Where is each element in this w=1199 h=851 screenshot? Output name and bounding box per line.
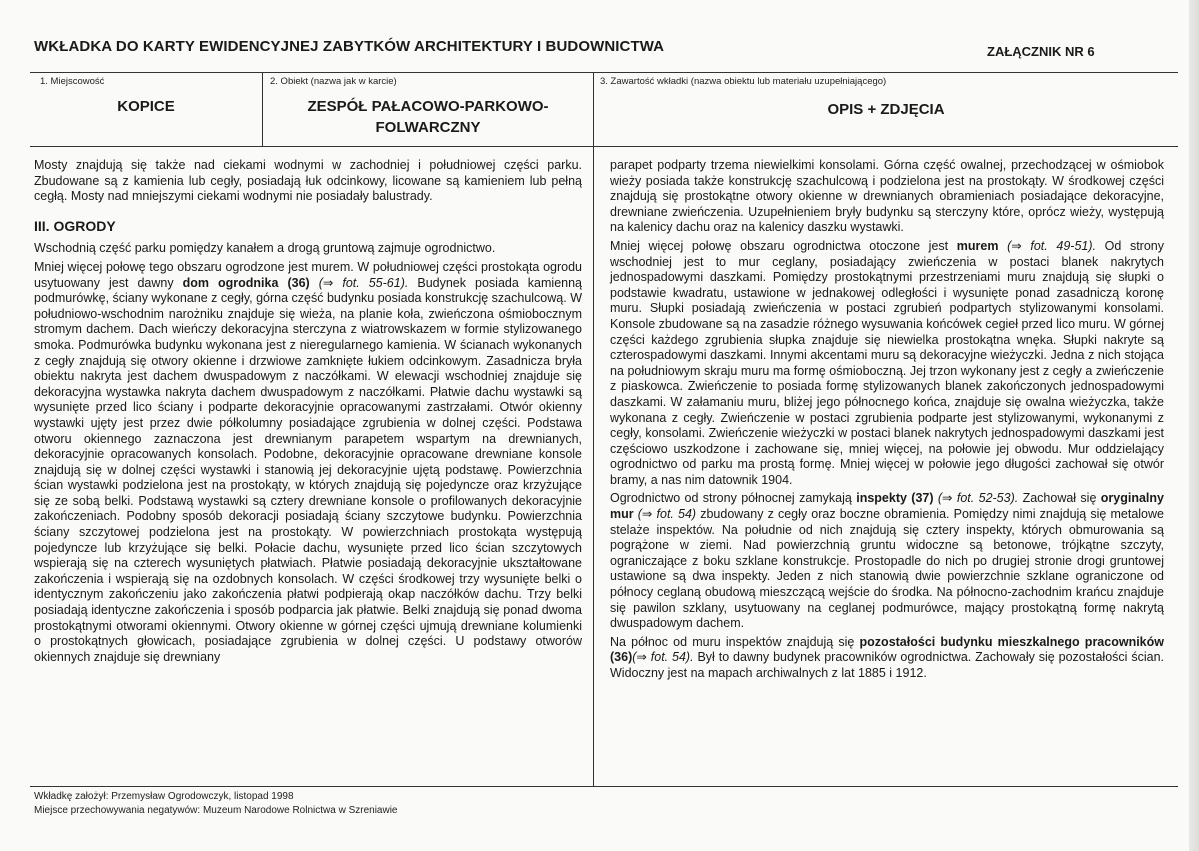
text-run: Budynek posiada kamienną podmurówkę, ściany wykonane z cegły, górna część budynku posiada konstrukcję szachulcową. W południowo-wschodnim narożniku znajduje się wieża, na planie koła, zwieńczona ośmiobocznym stromym dachem. Dach wieńczy dekoracyjna sterczyna z wiatrowskazem w formie stylizowanego smoka. Podmurówka budynku wykonana jest z nieregularnego kamienia. W ścianach wykonanych z cegły znajdują się otwory okienne i drzwiowe zamknięte łukiem odcinkowym. Zasadnicza bryła obiektu nakryta jest dachem dwuspadowym z naczółkami. W elewacji wschodniej znajduje się dekoracyjna wystawka nakryta dachem dwuspadowym z naczółkami. Płatwie dachu wystawki są wysunięte przed lico ściany i podparte dekoracyjnie opracowanymi zastrzałami. Otwór okienny wystawki ujęty jest przez dwie półkolumny posiadające zgrubienia w dolnej części. Podstawa otworu okiennego zaznaczona jest drewnianym parapetem wspartym na drewnianych, dekoracyjnie opracowanych konsolach. Podobne, dekoracyjnie opracowane drewniane konsole znajdują się w dolnej części wystawki i stanowią jej dekoracyjnie ujętą podstawę. Powierzchnia ścian wystawki podzielona jest na prostokąty, w których znajdują się pojedyncze oraz krzyżujące się ze sobą belki. Podstawą wystawki są cztery drewniane konsole o profilowanych dekoracyjnie zakończeniach. Podobny sposób dekoracji posiadają ściany szczytowe budynku. Powierzchnia ściany szczytowej podzielona jest na prostokąty. W powierzchniach prostokąta występują pojedyncze lub krzyżujące się belki. Połacie dachu, wysunięte przed lico ścian szczytowych wspierają się na czterech wysuniętych płatwiach. Płatwie posiadają dekoracyjnie ukształtowane zakończenia i wspierają się na ozdobnych konsolach. W części środkowej trzy wysunięte belki o identycznym zakończeniu jako zakończenia płatwi podpierają okap naczółków dachu. Trzy belki posiadają identyczne zakończenia i sposób podparcia jak płatwie. Belki znajdują się ponad dwoma prostokątnymi otworami okiennymi. Otwory okienne w górnej części ujmują drewniane kolumienki o prostokątnych głowicach, posiadające zgrubienia w dolnej części. U podstawy otworów okiennych znajduje się drewniany: [34, 275, 583, 664]
text-run: Ogrodnictwo od strony północnej zamykają: [610, 491, 857, 506]
author-note: Wkładkę założył: Przemysław Ogrodowczyk, listopad 1998: [34, 791, 294, 802]
place-label: 1. Miejscowość: [40, 76, 105, 87]
table-bottom-rule: [30, 146, 1178, 147]
document-title: WKŁADKA DO KARTY EWIDENCYJNEJ ZABYTKÓW ARCHITEKTURY I BUDOWNICTWA: [34, 38, 665, 55]
photo-reference: (⇒ fot. 54): [633, 507, 697, 522]
workers-building-term: pozostałości budynku mieszkalnego pracowników (36): [610, 634, 1164, 665]
photo-reference: (⇒ fot. 49-51).: [998, 238, 1096, 253]
page-edge: [1189, 0, 1199, 851]
photo-reference: (⇒ fot. 55-61).: [309, 275, 409, 290]
text-run: Od strony wschodniej jest to mur ceglany, posiadający zwieńczenia w postaci blanek nakrytych jednospadowymi daszkami. Pomiędzy prostokątnymi przestrzeniami muru znajdują się słupki o podstawie kwadratu, ustawione w jednakowej odległości i wysunięte ponad zasadniczą koronę muru. Słupki posiadają zwieńczenia w postaci zgrubień podpartych stylizowanymi konsolami. Konsole zbudowane są na zasadzie różnego wysuwania końcówek cegieł przed lico muru. W górnej części każdego zgrubienia słupka znajduje się niewielka prostokątna wnęka. Słupki nakryte są czterospadowymi daszkami. Innymi akcentami muru są dekoracyjne wieżyczki. Jedna z nich stojąca na południowym skraju muru ma formę ośmioboczną. Jej trzon wykonany jest z cegły a zwieńczenie z piaskowca. Zwieńczenie to posiada formę stylizowanych blanek zakończonych jednospadowymi daszkami. W załamaniu muru, bliżej jego północnego końca, znajduje się owalna wieżyczka, także wykonana z cegły. Zwieńczenie w postaci zgrubienia podparte jest stylizowanymi, wykonanymi z cegły, konsolami. Zwieńczenie wieżyczki w postaci blanek nakrytych jednospadowymi daszkami jest częściowo uszkodzone i zachowane się, mniej więcej, na połowie jej obwodu. Mur oddzielający ogrodnictwo od parku ma prostą formę. Mniej więcej w połowie jego długości zachował się otwór bramy, a nas nim datownik 1904.: [610, 238, 1164, 487]
section-heading: III. OGRODY: [34, 217, 116, 234]
storage-note: Miejsce przechowywania negatywów: Muzeum Narodowe Rolnictwa w Szreniawie: [34, 805, 398, 816]
photo-reference: (⇒ fot. 54).: [632, 650, 694, 665]
photo-reference: (⇒ fot. 52-53).: [933, 491, 1019, 506]
table-top-rule: [30, 72, 1178, 73]
column-divider: [593, 146, 594, 786]
original-wall-term: oryginalny mur: [610, 491, 1164, 522]
text-run: zbudowany z cegły oraz boczne obramienia. Pomiędzy nimi znajdują się metalowe stelaże inspektów. Na południe od nich znajdują się cztery inspekty, których obmurowania są pogrążone w ziemi. Nad powierzchnią gruntu widoczne są betonowe, trójkątne szczyty, ograniczające z boku szklane konstrukcje. Prostopadle do nich po drugiej stronie drogi gruntowej ustawione są dwa inspekty. Jeden z nich stanowią dwie powierzchnie szklane ograniczone od północy ceglaną obudową mieszczącą wejście do środka. Na północno-zachodnim krańcu znajduje się pawilon szklany, usytuowany na ceglanej podmurówce, mający prostokątną formę nakrytą dwuspadowym dachem.: [610, 507, 1164, 631]
gardener-house-paragraph: [34, 260, 582, 665]
content-label: 3. Zawartość wkładki (nazwa obiektu lub materiału uzupełniającego): [600, 76, 887, 87]
bridges-paragraph: Mosty znajdują się także nad ciekami wodnymi w zachodniej i południowej części parku. Zbudowane są z kamienia lub cegły, posiadają łuk odcinkowy, licowane są kamieniem lub pełną cegłą. Mosty nad mniejszymi ciekami wodnymi nie posiadały balustrady.: [34, 158, 582, 204]
wall-paragraph: [610, 239, 1164, 489]
right-column: [610, 158, 1164, 685]
content-value: OPIS + ZDJĘCIA: [827, 101, 945, 118]
footer-rule: [30, 786, 1178, 787]
place-value: KOPICE: [117, 98, 175, 115]
hotbeds-paragraph: [610, 491, 1164, 631]
object-value: ZESPÓŁ PAŁACOWO-PARKOWO-FOLWARCZNY: [307, 98, 549, 136]
text-run: Zachował się: [1018, 491, 1101, 506]
wall-term: murem: [956, 238, 999, 253]
text-run: Mniej więcej połowę tego obszaru ogrodzone jest murem. W południowej części prostokąta ogrodu usytuowany jest dawny: [34, 259, 582, 290]
gardens-intro-paragraph: Wschodnią część parku pomiędzy kanałem a drogą gruntową zajmuje ogrodnictwo.: [34, 241, 496, 256]
cell-divider-1: [262, 72, 263, 146]
hotbeds-term: inspekty (37): [856, 491, 934, 506]
text-run: Na północ od muru inspektów znajdują się: [610, 634, 860, 649]
text-run: Był to dawny budynek pracowników ogrodnictwa. Zachowały się pozostałości ścian. Widoczny jest na mapach archiwalnych z lat 1885 i 1912.: [610, 650, 1164, 680]
object-label: 2. Obiekt (nazwa jak w karcie): [270, 76, 397, 87]
gardener-house-term: dom ogrodnika (36): [182, 275, 310, 290]
continuation-paragraph: parapet podparty trzema niewielkimi konsolami. Górna część owalnej, przechodzącej w ośmiobok wieży posiada także konstrukcję szachulcową i podzielona jest na prostokąty. W środkowej części znajdują się prostokątne otwory okienne w drewnianych obramieniach posiadające dekoracyjne, drewniane zwieńczenia. Uzupełnieniem bryły budynku są sterczyny które, oprócz wieży, występują na kalenicy dachu oraz na kalenicy daszku wystawki.: [610, 158, 1164, 235]
workers-building-paragraph: [610, 635, 1164, 682]
annex-number: ZAŁĄCZNIK NR 6: [987, 44, 1095, 59]
text-run: Mniej więcej połowę obszaru ogrodnictwa otoczone jest: [610, 238, 957, 253]
left-column: [34, 158, 582, 668]
